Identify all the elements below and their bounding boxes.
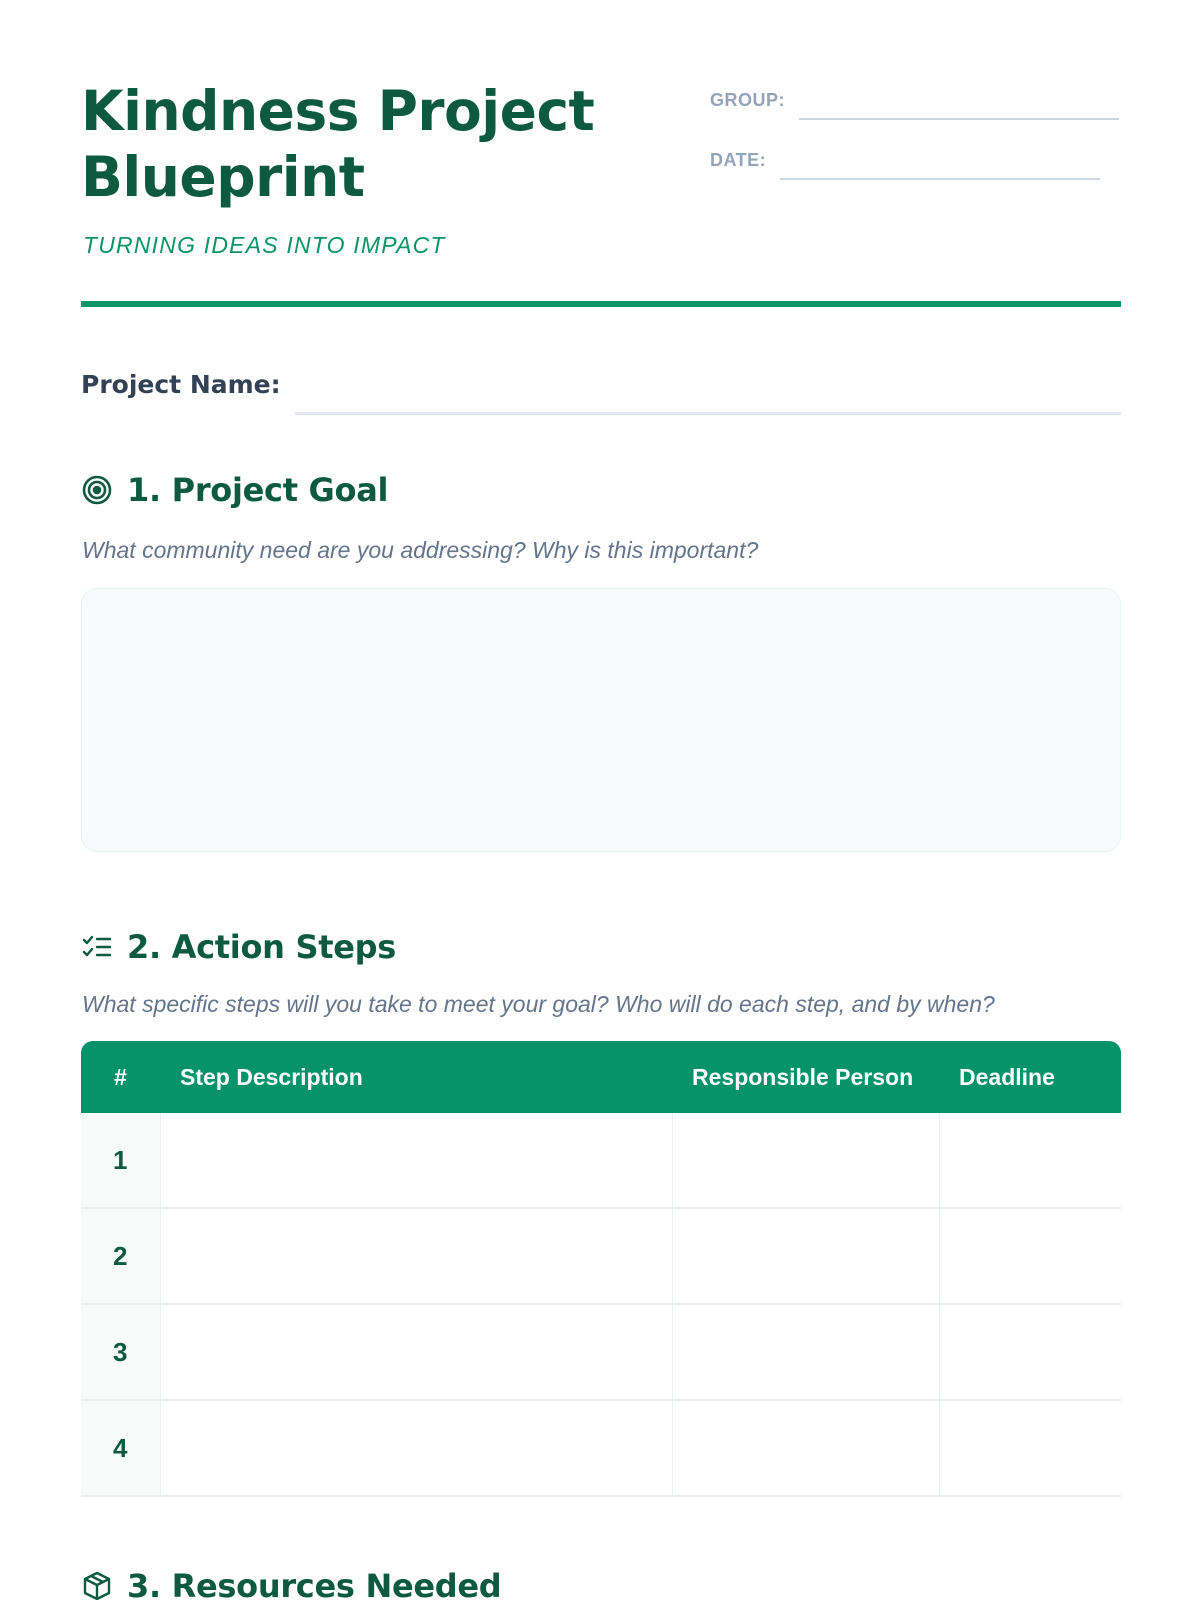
- column-header-deadline: Deadline: [939, 1041, 1121, 1113]
- step-description-cell[interactable]: [160, 1400, 672, 1496]
- date-field: [710, 148, 1100, 180]
- group-field: [710, 88, 1119, 120]
- responsible-person-cell[interactable]: [672, 1208, 939, 1304]
- section-steps-title: 2. Action Steps: [127, 928, 396, 966]
- row-number: 2: [81, 1208, 160, 1304]
- project-name-label: Project Name:: [81, 370, 281, 399]
- section-resources-title: 3. Resources Needed: [127, 1567, 502, 1600]
- section-goal-title: 1. Project Goal: [127, 471, 389, 509]
- table-header-row: [81, 1041, 1121, 1113]
- page-title: Kindness Project Blueprint: [81, 79, 595, 209]
- date-label: DATE:: [710, 150, 767, 170]
- deadline-cell[interactable]: [939, 1208, 1121, 1304]
- group-input-line[interactable]: [799, 88, 1119, 120]
- table-row: [81, 1400, 1121, 1496]
- row-number: 4: [81, 1400, 160, 1496]
- row-number: 1: [81, 1113, 160, 1208]
- deadline-cell[interactable]: [939, 1113, 1121, 1208]
- step-description-cell[interactable]: [160, 1113, 672, 1208]
- action-steps-table: [81, 1041, 1121, 1497]
- project-name-input-line[interactable]: [295, 370, 1121, 415]
- goal-answer-box[interactable]: [81, 588, 1121, 852]
- table-row: [81, 1208, 1121, 1304]
- step-description-cell[interactable]: [160, 1208, 672, 1304]
- section-steps-heading: [81, 925, 396, 969]
- group-label: GROUP:: [710, 90, 785, 110]
- column-header-responsible-person: Responsible Person: [672, 1041, 939, 1113]
- table-row: [81, 1113, 1121, 1208]
- section-resources-heading: [81, 1564, 501, 1600]
- step-description-cell[interactable]: [160, 1304, 672, 1400]
- responsible-person-cell[interactable]: [672, 1113, 939, 1208]
- page-subtitle: TURNING IDEAS INTO IMPACT: [83, 232, 446, 258]
- table-row: [81, 1304, 1121, 1400]
- responsible-person-cell[interactable]: [672, 1304, 939, 1400]
- page-header: [81, 78, 1121, 308]
- deadline-cell[interactable]: [939, 1400, 1121, 1496]
- column-header-step-description: Step Description: [160, 1041, 672, 1113]
- project-name-field: [81, 370, 1121, 414]
- header-divider: [81, 301, 1121, 307]
- target-icon: [81, 474, 113, 506]
- section-steps-hint: What specific steps will you take to meet your goal? Who will do each step, and by when?: [82, 991, 995, 1017]
- date-input-line[interactable]: [780, 148, 1100, 180]
- row-number: 3: [81, 1304, 160, 1400]
- section-goal-hint: What community need are you addressing? Why is this important?: [82, 537, 759, 563]
- section-goal-heading: [81, 468, 388, 512]
- responsible-person-cell[interactable]: [672, 1400, 939, 1496]
- box-icon: [81, 1570, 113, 1600]
- deadline-cell[interactable]: [939, 1304, 1121, 1400]
- checklist-icon: [81, 931, 113, 963]
- column-header-number: #: [81, 1041, 160, 1113]
